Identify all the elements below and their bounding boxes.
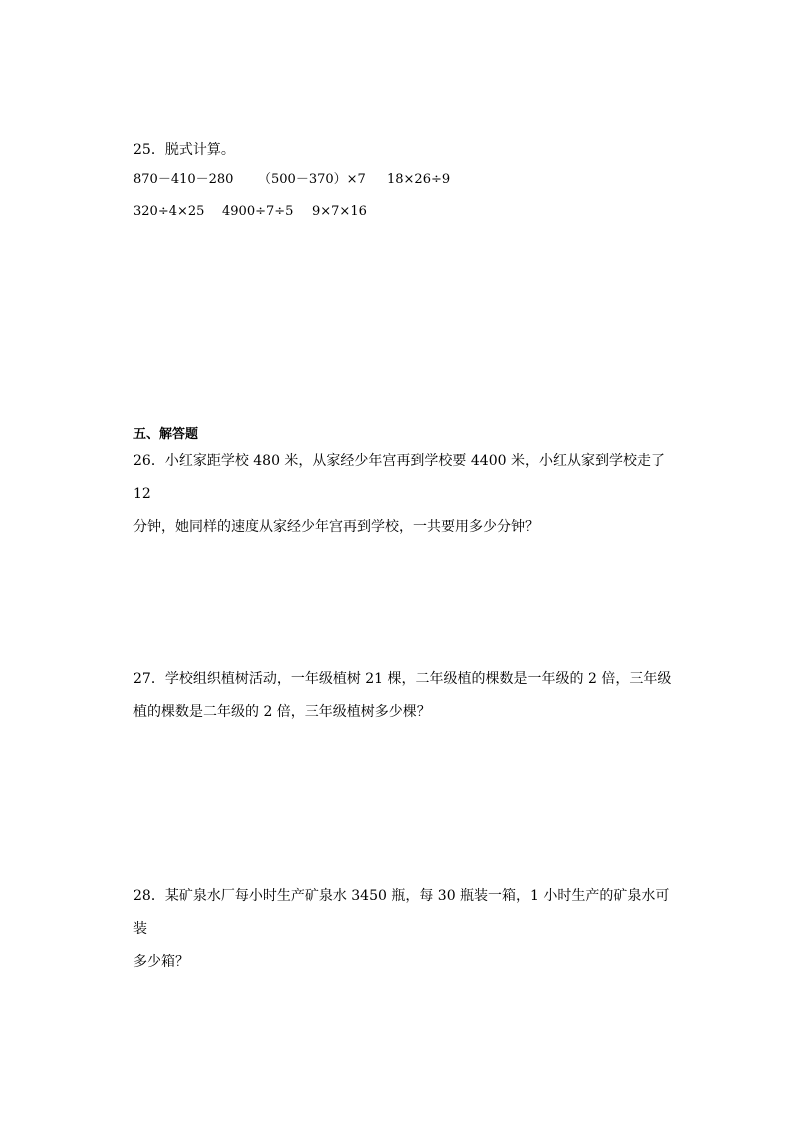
- expression-5: 4900÷7÷5: [222, 204, 294, 219]
- question-26-line-1: 26．小红家距学校 480 米，从家经少年宫再到学校要 4400 米，小红从家到学校走了 12: [133, 453, 665, 502]
- question-28-line-2: 多少箱？: [133, 954, 189, 970]
- section-5-title: 五、解答题: [133, 427, 199, 442]
- question-27-line-1: 27．学校组织植树活动，一年级植树 21 棵，二年级植的棵数是一年级的 2 倍，三年级: [133, 671, 672, 687]
- expression-6: 9×7×16: [312, 204, 367, 219]
- question-25-title: 25．脱式计算。: [133, 142, 235, 158]
- expression-3: 18×26÷9: [387, 172, 451, 187]
- expression-2: （500－370）×7: [258, 172, 366, 187]
- expression-4: 320÷4×25: [133, 204, 205, 219]
- question-28-line-1: 28．某矿泉水厂每小时生产矿泉水 3450 瓶，每 30 瓶装一箱，1 小时生产的矿泉水可装: [133, 888, 670, 937]
- question-28: [133, 880, 673, 979]
- question-27-line-2: 植的棵数是二年级的 2 倍，三年级植树多少棵？: [133, 704, 431, 720]
- expression-1: 870－410－280: [133, 172, 234, 187]
- question-26-line-2: 分钟，她同样的速度从家经少年宫再到学校，一共要用多少分钟？: [133, 519, 539, 535]
- question-26: [133, 445, 673, 544]
- question-27: [133, 663, 673, 729]
